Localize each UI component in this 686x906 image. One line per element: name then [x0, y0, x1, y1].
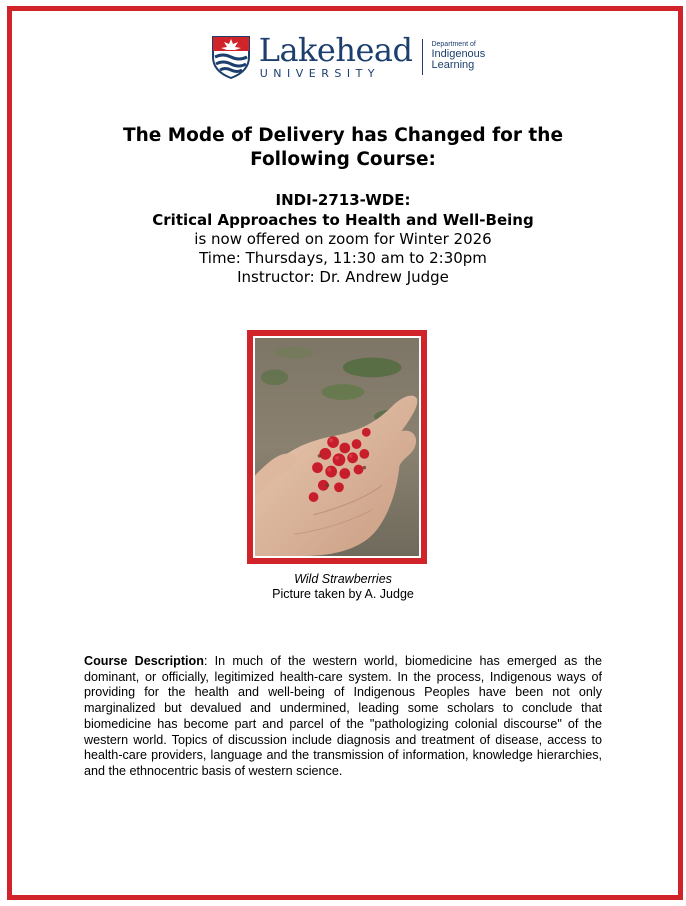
shield-crest-icon: [211, 35, 251, 79]
caption-title: Wild Strawberries: [294, 572, 392, 586]
strawberries-photo: [253, 336, 421, 558]
title-line2: Following Course:: [250, 149, 436, 170]
university-logo: [203, 30, 494, 83]
header-logo: [0, 30, 686, 83]
photo-caption: [0, 572, 686, 602]
course-description: [84, 654, 602, 780]
course-instructor: Instructor: Dr. Andrew Judge: [237, 268, 449, 286]
logo-name: Lakehead: [258, 31, 413, 69]
dept-line2: Indigenous: [431, 47, 486, 60]
title-line1: The Mode of Delivery has Changed for the: [122, 125, 563, 146]
course-code: INDI-2713-WDE:: [275, 191, 411, 209]
logo-divider: [422, 39, 423, 75]
course-title: Critical Approaches to Health and Well-Being: [152, 211, 534, 229]
logo-university: UNIVERSITY: [259, 67, 381, 80]
dept-line3: Learning: [431, 59, 475, 72]
hand-with-strawberries-image: [255, 338, 419, 556]
course-time: Time: Thursdays, 11:30 am to 2:30pm: [199, 249, 487, 267]
logo-wordmark: [258, 31, 413, 80]
course-offered: is now offered on zoom for Winter 2026: [194, 230, 492, 248]
department-name: [431, 41, 485, 71]
description-text: : In much of the western world, biomedicine has emerged as the dominant, or officially, legitimized health-care system. In the process, Indigenous ways of providing for the health and well-being of Indigenous Peoples have been not only marginalized but devalued and undermined, leading some scholars to conclude that biomedicine has become part and parcel of the "pathologizing colonial discourse" of the western world. Topics of discussion include diagnosis and treatment of disease, access to health-care providers, language and the transmission of information, knowledge hierarchies, and the ethnocentric basis of western science.: [84, 654, 602, 778]
page-title: [0, 124, 686, 172]
dept-line1: Department of: [431, 41, 476, 49]
description-label: Course Description: [84, 654, 204, 668]
caption-credit: Picture taken by A. Judge: [272, 587, 414, 601]
photo-frame: [247, 330, 427, 564]
course-info: [0, 190, 686, 287]
